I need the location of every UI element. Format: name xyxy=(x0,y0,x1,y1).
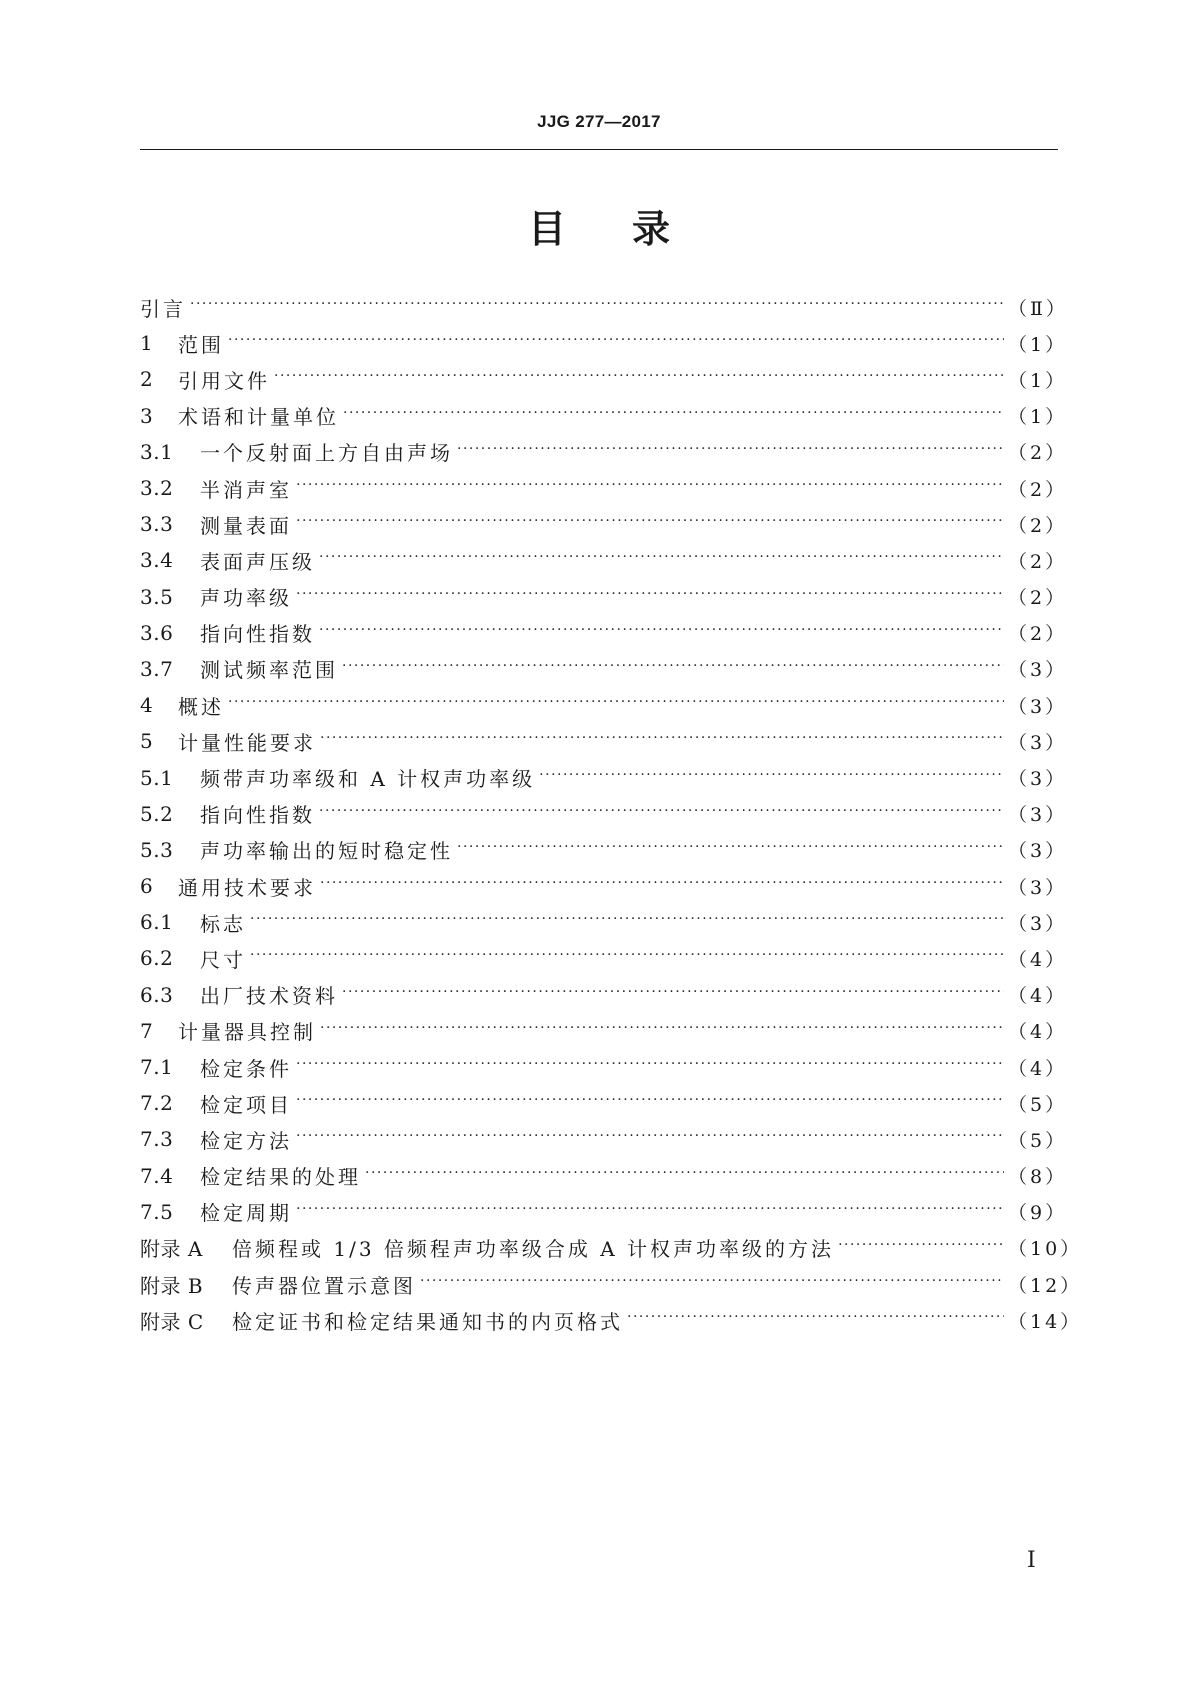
title-char-2: 录 xyxy=(632,207,671,251)
dot-leader xyxy=(320,875,1004,891)
toc-entry[interactable] xyxy=(140,1194,1068,1230)
toc-entry-number: 5 xyxy=(140,729,154,754)
toc-entry-page: （3） xyxy=(1008,768,1068,791)
toc-entry-page: （3） xyxy=(1008,695,1068,718)
toc-entry[interactable] xyxy=(140,1085,1068,1121)
dot-leader xyxy=(274,368,1004,384)
toc-entry[interactable] xyxy=(140,361,1068,397)
dot-leader xyxy=(320,1020,1004,1036)
toc-entry[interactable] xyxy=(140,687,1068,723)
toc-entry-title: 测试频率范围 xyxy=(200,658,338,683)
page-number: Ⅰ xyxy=(1027,1548,1036,1573)
dot-leader xyxy=(420,1273,1004,1289)
dot-leader xyxy=(343,405,1004,421)
toc-entry-number: 附录 C xyxy=(140,1309,204,1334)
toc-entry-number: 6.1 xyxy=(140,910,174,935)
toc-entry-title: 频带声功率级和 A 计权声功率级 xyxy=(200,767,536,792)
toc-entry-page: （4） xyxy=(1008,1021,1068,1044)
toc-entry[interactable] xyxy=(140,832,1068,868)
toc-entry-number: 6.2 xyxy=(140,946,174,971)
toc-entry-page: （8） xyxy=(1008,1166,1068,1189)
toc-entry-number: 2 xyxy=(140,367,154,392)
toc-entry-number: 7.5 xyxy=(140,1199,174,1224)
toc-entry-page: （3） xyxy=(1008,804,1068,827)
document-code-header: JJG 277—2017 xyxy=(537,112,661,131)
toc-entry[interactable] xyxy=(140,1302,1083,1338)
toc-entry-title: 引用文件 xyxy=(178,368,270,393)
dot-leader xyxy=(296,477,1004,493)
toc-entry[interactable] xyxy=(140,1158,1068,1194)
dot-leader xyxy=(228,332,1004,348)
toc-entry[interactable] xyxy=(140,759,1068,795)
toc-entry-title: 标志 xyxy=(200,911,246,936)
toc-entry-number: 3.2 xyxy=(140,476,174,501)
toc-entry-page: （2） xyxy=(1008,478,1068,501)
toc-entry[interactable] xyxy=(140,289,1068,325)
toc-entry-title: 传声器位置示意图 xyxy=(232,1273,416,1298)
dot-leader xyxy=(296,1056,1004,1072)
toc-entry-page: （3） xyxy=(1008,840,1068,863)
toc-entry-number: 7.3 xyxy=(140,1127,174,1152)
toc-entry-title: 引言 xyxy=(140,296,186,321)
toc-entry-number: 6 xyxy=(140,874,154,899)
dot-leader xyxy=(296,1128,1004,1144)
toc-entry-page: （14） xyxy=(1008,1310,1083,1333)
toc-entry-number: 3.7 xyxy=(140,656,174,681)
toc-entry-page: （12） xyxy=(1008,1274,1083,1297)
toc-entry-title: 概述 xyxy=(178,694,224,719)
toc-entry-number: 5.1 xyxy=(140,765,174,790)
toc-entry-title: 一个反射面上方自由声场 xyxy=(200,441,453,466)
toc-entry-number: 3.6 xyxy=(140,620,174,645)
toc-entry-number: 4 xyxy=(140,693,154,718)
toc-entry[interactable] xyxy=(140,615,1068,651)
toc-entry-page: （5） xyxy=(1008,1093,1068,1116)
toc-entry-title: 表面声压级 xyxy=(200,549,315,574)
toc-entry-page: （4） xyxy=(1008,1057,1068,1080)
toc-entry-title: 出厂技术资料 xyxy=(200,984,338,1009)
toc-entry-page: （1） xyxy=(1008,406,1068,429)
dot-leader xyxy=(250,947,1004,963)
toc-entry[interactable] xyxy=(140,1013,1068,1049)
toc-entry-title: 计量性能要求 xyxy=(178,730,316,755)
toc-entry[interactable] xyxy=(140,1121,1068,1157)
toc-entry[interactable] xyxy=(140,1049,1068,1085)
dot-leader xyxy=(296,1092,1004,1108)
toc-entry-page: （3） xyxy=(1008,876,1068,899)
toc-entry[interactable] xyxy=(140,542,1068,578)
toc-entry-title: 计量器具控制 xyxy=(178,1020,316,1045)
toc-entry-number: 附录 B xyxy=(140,1273,204,1298)
toc-entry-number: 3.1 xyxy=(140,439,174,464)
toc-entry[interactable] xyxy=(140,506,1068,542)
toc-entry-title: 范围 xyxy=(178,332,224,357)
toc-entry-title: 测量表面 xyxy=(200,513,292,538)
toc-entry-number: 3.3 xyxy=(140,512,174,537)
toc-entry-page: （1） xyxy=(1008,369,1068,392)
title-char-1: 目 xyxy=(527,207,566,251)
toc-entry-page: （2） xyxy=(1008,514,1068,537)
toc-entry-title: 声功率输出的短时稳定性 xyxy=(200,839,453,864)
toc-entry-title: 半消声室 xyxy=(200,477,292,502)
dot-leader xyxy=(320,730,1004,746)
toc-entry-title: 指向性指数 xyxy=(200,803,315,828)
toc-entry[interactable] xyxy=(140,434,1068,470)
toc-entry-page: （5） xyxy=(1008,1129,1068,1152)
toc-entry-page: （Ⅱ） xyxy=(1008,297,1068,320)
toc-entry-title: 检定结果的处理 xyxy=(200,1165,361,1190)
dot-leader xyxy=(627,1309,1004,1325)
toc-entry[interactable] xyxy=(140,904,1068,940)
toc-entry[interactable] xyxy=(140,470,1068,506)
toc-entry[interactable] xyxy=(140,977,1068,1013)
toc-entry-number: 附录 A xyxy=(140,1237,203,1262)
dot-leader xyxy=(457,441,1004,457)
toc-entry-title: 检定方法 xyxy=(200,1128,292,1153)
toc-entry-number: 7.2 xyxy=(140,1091,174,1116)
dot-leader xyxy=(365,1165,1004,1181)
dot-leader xyxy=(838,1237,1004,1253)
toc-entry-number: 6.3 xyxy=(140,982,174,1007)
toc-entry-page: （2） xyxy=(1008,623,1068,646)
toc-entry-number: 5.2 xyxy=(140,801,174,826)
toc-entry[interactable] xyxy=(140,651,1068,687)
header-rule xyxy=(140,149,1058,150)
toc-entry[interactable] xyxy=(140,868,1068,904)
toc-entry-number: 1 xyxy=(140,331,154,356)
dot-leader xyxy=(319,549,1004,565)
toc-entry-number: 3 xyxy=(140,403,154,428)
toc-entry-page: （1） xyxy=(1008,333,1068,356)
toc-entry-title: 检定证书和检定结果通知书的内页格式 xyxy=(232,1309,623,1334)
toc-entry[interactable] xyxy=(140,1230,1083,1266)
toc-entry-title: 通用技术要求 xyxy=(178,875,316,900)
toc-entry-page: （3） xyxy=(1008,659,1068,682)
toc-entry[interactable] xyxy=(140,398,1068,434)
page-title xyxy=(140,198,1058,253)
toc-entry-title: 检定项目 xyxy=(200,1092,292,1117)
toc-entry-title: 倍频程或 1/3 倍频程声功率级合成 A 计权声功率级的方法 xyxy=(232,1237,835,1262)
toc-entry-title: 指向性指数 xyxy=(200,622,315,647)
dot-leader xyxy=(457,839,1004,855)
dot-leader xyxy=(228,694,1004,710)
toc-entry-number: 7 xyxy=(140,1018,154,1043)
dot-leader xyxy=(342,984,1004,1000)
toc-entry-title: 声功率级 xyxy=(200,586,292,611)
toc-entry-number: 3.5 xyxy=(140,584,174,609)
toc-entry[interactable] xyxy=(140,579,1068,615)
toc-entry-page: （3） xyxy=(1008,912,1068,935)
dot-leader xyxy=(190,296,1004,312)
toc-entry-page: （10） xyxy=(1008,1238,1083,1261)
dot-leader xyxy=(296,513,1004,529)
toc-entry-number: 7.1 xyxy=(140,1055,174,1080)
toc-entry-number: 7.4 xyxy=(140,1163,174,1188)
dot-leader xyxy=(296,1201,1004,1217)
toc-entry[interactable] xyxy=(140,796,1068,832)
toc-entry[interactable] xyxy=(140,1266,1083,1302)
toc-entry-title: 检定条件 xyxy=(200,1056,292,1081)
dot-leader xyxy=(296,586,1004,602)
dot-leader xyxy=(250,911,1004,927)
toc-entry-page: （4） xyxy=(1008,985,1068,1008)
toc-entry[interactable] xyxy=(140,325,1068,361)
dot-leader xyxy=(539,767,1004,783)
toc-entry-page: （9） xyxy=(1008,1202,1068,1225)
toc-entry[interactable] xyxy=(140,940,1068,976)
toc-entry-page: （2） xyxy=(1008,550,1068,573)
toc-entry-number: 5.3 xyxy=(140,837,174,862)
toc-entry-number: 3.4 xyxy=(140,548,174,573)
dot-leader xyxy=(319,622,1004,638)
toc-entry-title: 尺寸 xyxy=(200,947,246,972)
dot-leader xyxy=(319,803,1004,819)
toc-entry-page: （2） xyxy=(1008,587,1068,610)
toc-entry-title: 术语和计量单位 xyxy=(178,405,339,430)
dot-leader xyxy=(342,658,1004,674)
toc-entry-page: （2） xyxy=(1008,442,1068,465)
toc-entry[interactable] xyxy=(140,723,1068,759)
toc-entry-page: （3） xyxy=(1008,731,1068,754)
toc-entry-title: 检定周期 xyxy=(200,1201,292,1226)
toc-entry-page: （4） xyxy=(1008,948,1068,971)
table-of-contents xyxy=(140,289,1083,1338)
